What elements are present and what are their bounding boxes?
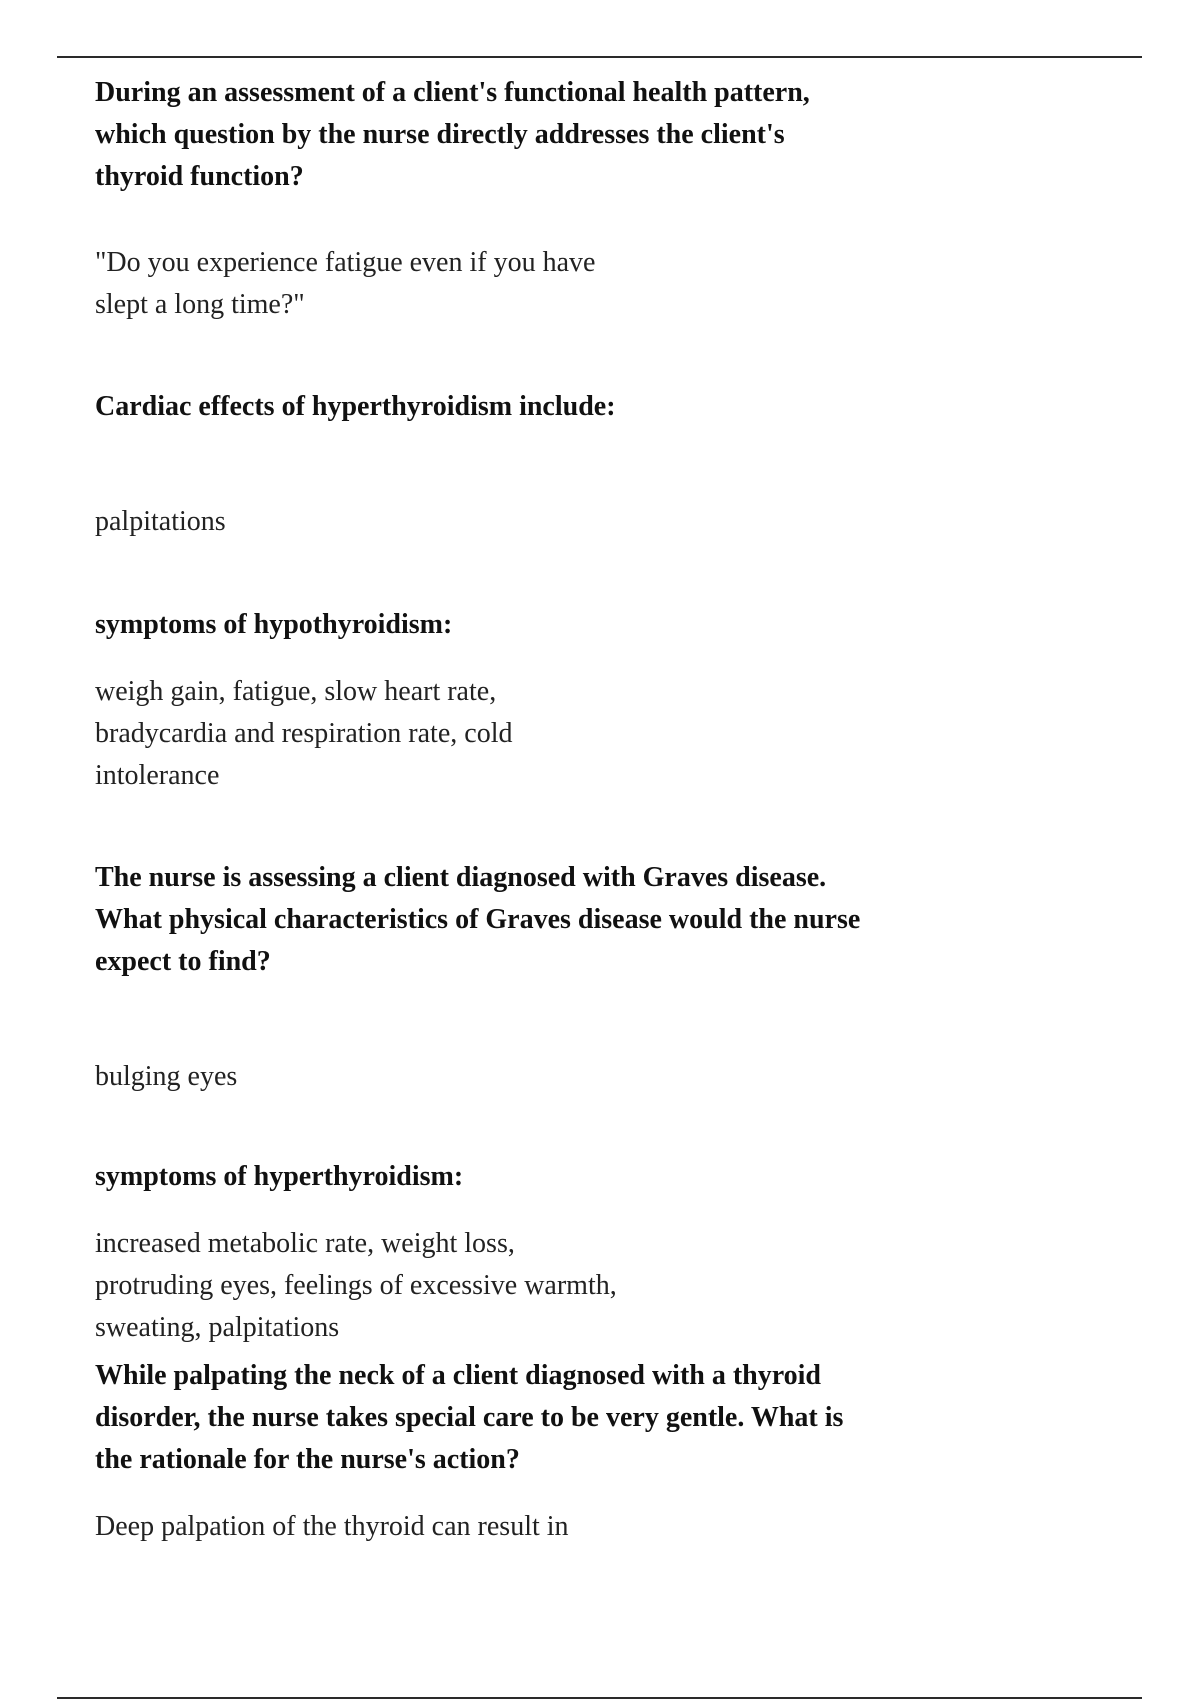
flashcard — [95, 857, 1095, 1098]
flashcard-page — [95, 72, 1095, 1548]
answer-text: "Do you experience fatigue even if you have slept a long time?" — [95, 247, 596, 320]
question-text: The nurse is assessing a client diagnosed with Graves disease. What physical characteristics of Graves disease would the nurse expect to find? — [95, 862, 861, 977]
top-divider — [57, 56, 1142, 58]
question-text: symptoms of hypothyroidism: — [95, 609, 453, 640]
question-text: While palpating the neck of a client diagnosed with a thyroid disorder, the nurse takes special care to be very gentle. What is the rationale for the nurse's action? — [95, 1360, 844, 1475]
bottom-divider — [57, 1697, 1142, 1699]
answer-text: increased metabolic rate, weight loss, protruding eyes, feelings of excessive warmth, sweating, palpitations — [95, 1228, 617, 1343]
flashcard — [95, 386, 1095, 543]
question-text: Cardiac effects of hyperthyroidism include: — [95, 391, 616, 422]
flashcard — [95, 72, 1095, 326]
flashcard — [95, 604, 1095, 797]
flashcard — [95, 1156, 1095, 1349]
answer-text: palpitations — [95, 506, 226, 537]
question-text: symptoms of hyperthyroidism: — [95, 1161, 464, 1192]
answer-text: Deep palpation of the thyroid can result in — [95, 1511, 569, 1542]
answer-text: weigh gain, fatigue, slow heart rate, bradycardia and respiration rate, cold intolerance — [95, 676, 513, 791]
flashcard — [95, 1355, 1095, 1548]
question-text: During an assessment of a client's functional health pattern, which question by the nurse directly addresses the client's thyroid function? — [95, 77, 810, 192]
answer-text: bulging eyes — [95, 1061, 238, 1092]
